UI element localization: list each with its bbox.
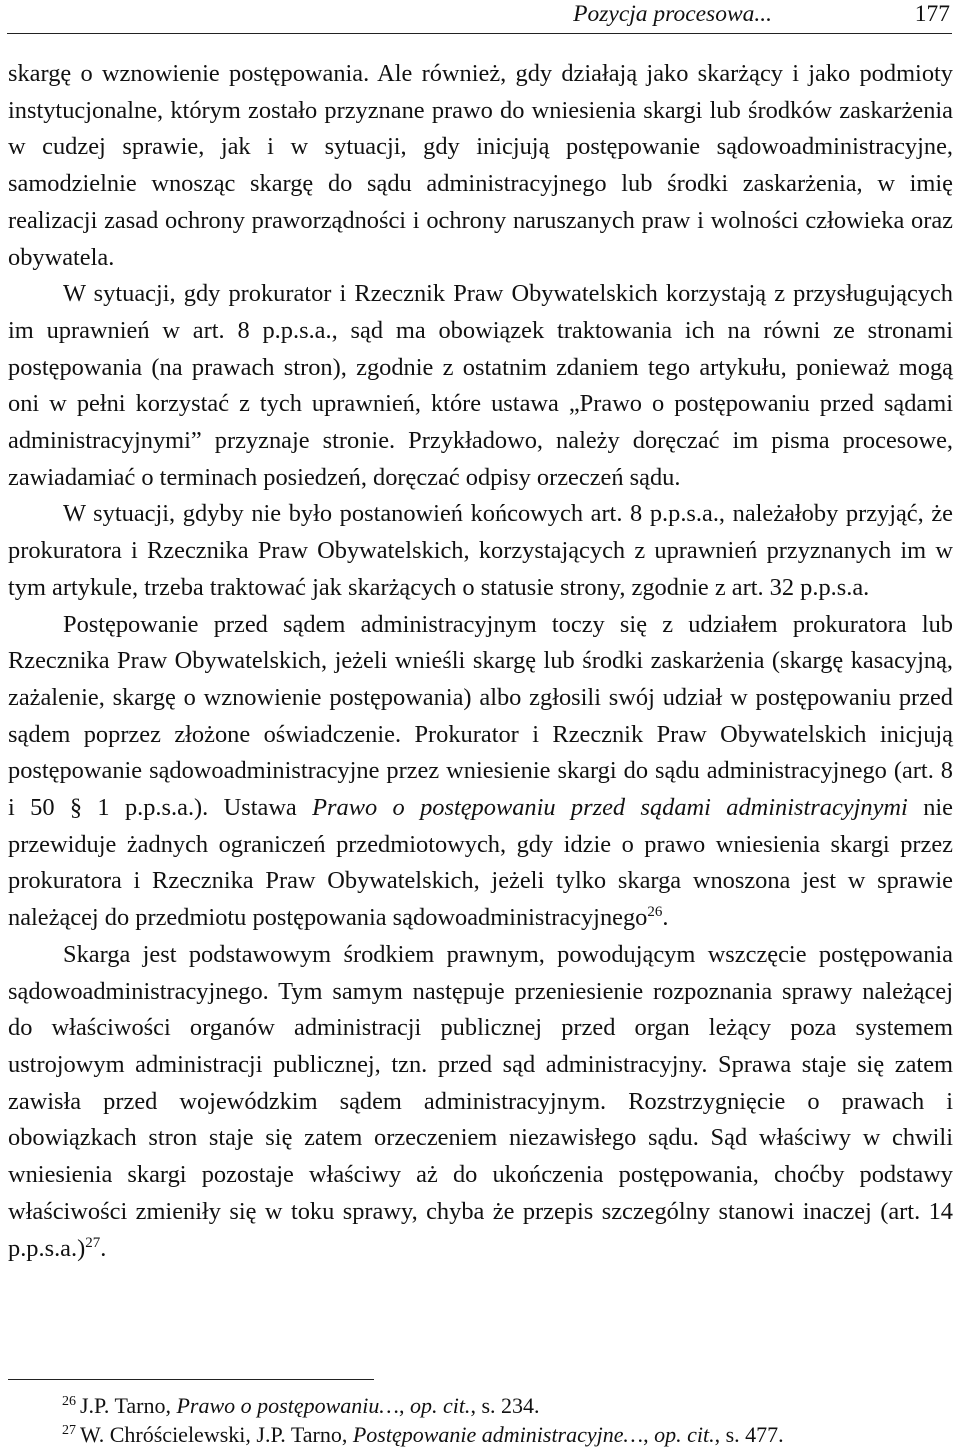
footnote-ref-27[interactable]: 27 bbox=[85, 1234, 101, 1251]
header-rule bbox=[7, 33, 952, 34]
footnote-page: , s. 234. bbox=[470, 1393, 540, 1418]
paragraph-4 bbox=[8, 607, 953, 937]
footnote-title: Prawo o postępowaniu… bbox=[176, 1393, 399, 1418]
footnote-title: Postępowanie administracyjne… bbox=[352, 1422, 644, 1447]
paragraph-5-end: . bbox=[100, 1234, 107, 1262]
paragraph-1: skargę o wznowienie postępowania. Ale również, gdy działają jako skarżący i jako podmioty instytucjonalne, którym zostało przyznane prawo do wniesienia skargi lub środków zaskarżenia w cudzej sprawie, jak i w sytuacji, gdy inicjują postępowanie sądowoadministracyjne, samodzielnie wnosząc skargę do sądu administracyjnego lub środki zaskarżenia, w imię realizacji zasad ochrony praworządności i ochrony naruszanych praw i wolności człowieka oraz obywatela. bbox=[8, 60, 953, 271]
footnote-separator: , bbox=[398, 1393, 410, 1418]
footnote-number: 26 bbox=[62, 1394, 76, 1409]
paragraph-4-text-b: nie przewiduje żadnych ograniczeń przedmiotowych, gdy idzie o prawo wniesienia skargi przez prokuratora i Rzecznika Praw Obywatelskich, jeżeli tylko skarga wnoszona jest w sprawie należącej do przedmiotu postępowania sądowoadministracyjnego bbox=[8, 794, 953, 932]
footnote-ref-26[interactable]: 26 bbox=[647, 904, 663, 921]
paragraph-4-text-a: Postępowanie przed sądem administracyjnym toczy się z udziałem prokuratora lub Rzecznika Praw Obywatelskich, jeżeli wnieśli skargę lub środki zaskarżenia (skargę kasacyjną, zażalenie, skargę o wznowienie postępowania) albo zgłosili swój udział w postępowaniu przed sądem poprzez złożone oświadczenie. Prokurator i Rzecznik Praw Obywatelskich inicjują postępowanie sądowoadministracyjne przez wniesienie skargi do sądu administracyjnego (art. 8 i 50 § 1 p.p.s.a.). Ustawa bbox=[8, 610, 953, 822]
paragraph-2: W sytuacji, gdy prokurator i Rzecznik Praw Obywatelskich korzystają z przysługujących im uprawnień w art. 8 p.p.s.a., sąd ma obowiązek traktowania ich na równi ze stronami postępowania (na prawach stron), zgodnie z ostatnim zdaniem tego artykułu, ponieważ mogą oni w pełni korzystać z tych uprawnień, które ustawa „Prawo o postępowaniu przed sądami administracyjnymi” przyznaje stronie. Przykładowo, należy doręczać im pisma procesowe, zawiadamiać o terminach posiedzeń, doręczać odpisy orzeczeń sądu. bbox=[8, 280, 953, 491]
footnote-author: W. Chróścielewski, J.P. Tarno, bbox=[80, 1422, 353, 1447]
footnote-rule bbox=[8, 1379, 374, 1380]
footnote-author: J.P. Tarno, bbox=[80, 1393, 177, 1418]
main-text bbox=[8, 56, 953, 1267]
paragraph-3: W sytuacji, gdyby nie było postanowień końcowych art. 8 p.p.s.a., należałoby przyjąć, że prokuratora i Rzecznika Praw Obywatelskich, korzystających z uprawnień przyznanych im w tym artykule, trzeba traktować jak skarżących o statusie strony, zgodnie z art. 32 p.p.s.a. bbox=[8, 500, 953, 601]
footnote-26 bbox=[62, 1391, 952, 1420]
paragraph-5 bbox=[8, 937, 953, 1267]
running-head: Pozycja procesowa... bbox=[573, 1, 772, 27]
footnote-opcit: op. cit. bbox=[654, 1422, 715, 1447]
paragraph-4-end: . bbox=[662, 904, 669, 932]
statute-title: Prawo o postępowaniu przed sądami administracyjnymi bbox=[312, 794, 908, 822]
footnotes bbox=[62, 1391, 952, 1449]
footnote-separator: , bbox=[643, 1422, 655, 1447]
footnote-opcit: op. cit. bbox=[409, 1393, 471, 1418]
footnote-number: 27 bbox=[62, 1423, 76, 1438]
paragraph-5-text: Skarga jest podstawowym środkiem prawnym, powodującym wszczęcie postępowania sądowoadministracyjnego. Tym samym następuje przeniesienie rozpoznania sprawy należącej do właściwości organów administracji publicznej przed organ leżący poza systemem ustrojowym administracji publicznej, tzn. przed sąd administracyjny. Sprawa staje się zatem zawisła przed wojewódzkim sądem administracyjnym. Rozstrzygnięcie o prawach i obowiązkach stron staje się zatem orzeczeniem niezawisłego sądu. Sąd właściwy w chwili wniesienia skargi pozostaje właściwy aż do ukończenia postępowania, choćby podstawy właściwości zmieniły się w toku sprawy, chyba że przepis szczególny stanowi inaczej (art. 14 p.p.s.a.) bbox=[8, 940, 953, 1262]
footnote-page: , s. 477. bbox=[714, 1422, 784, 1447]
page-number: 177 bbox=[914, 1, 950, 27]
page-header bbox=[0, 0, 960, 38]
footnote-27 bbox=[62, 1420, 952, 1449]
